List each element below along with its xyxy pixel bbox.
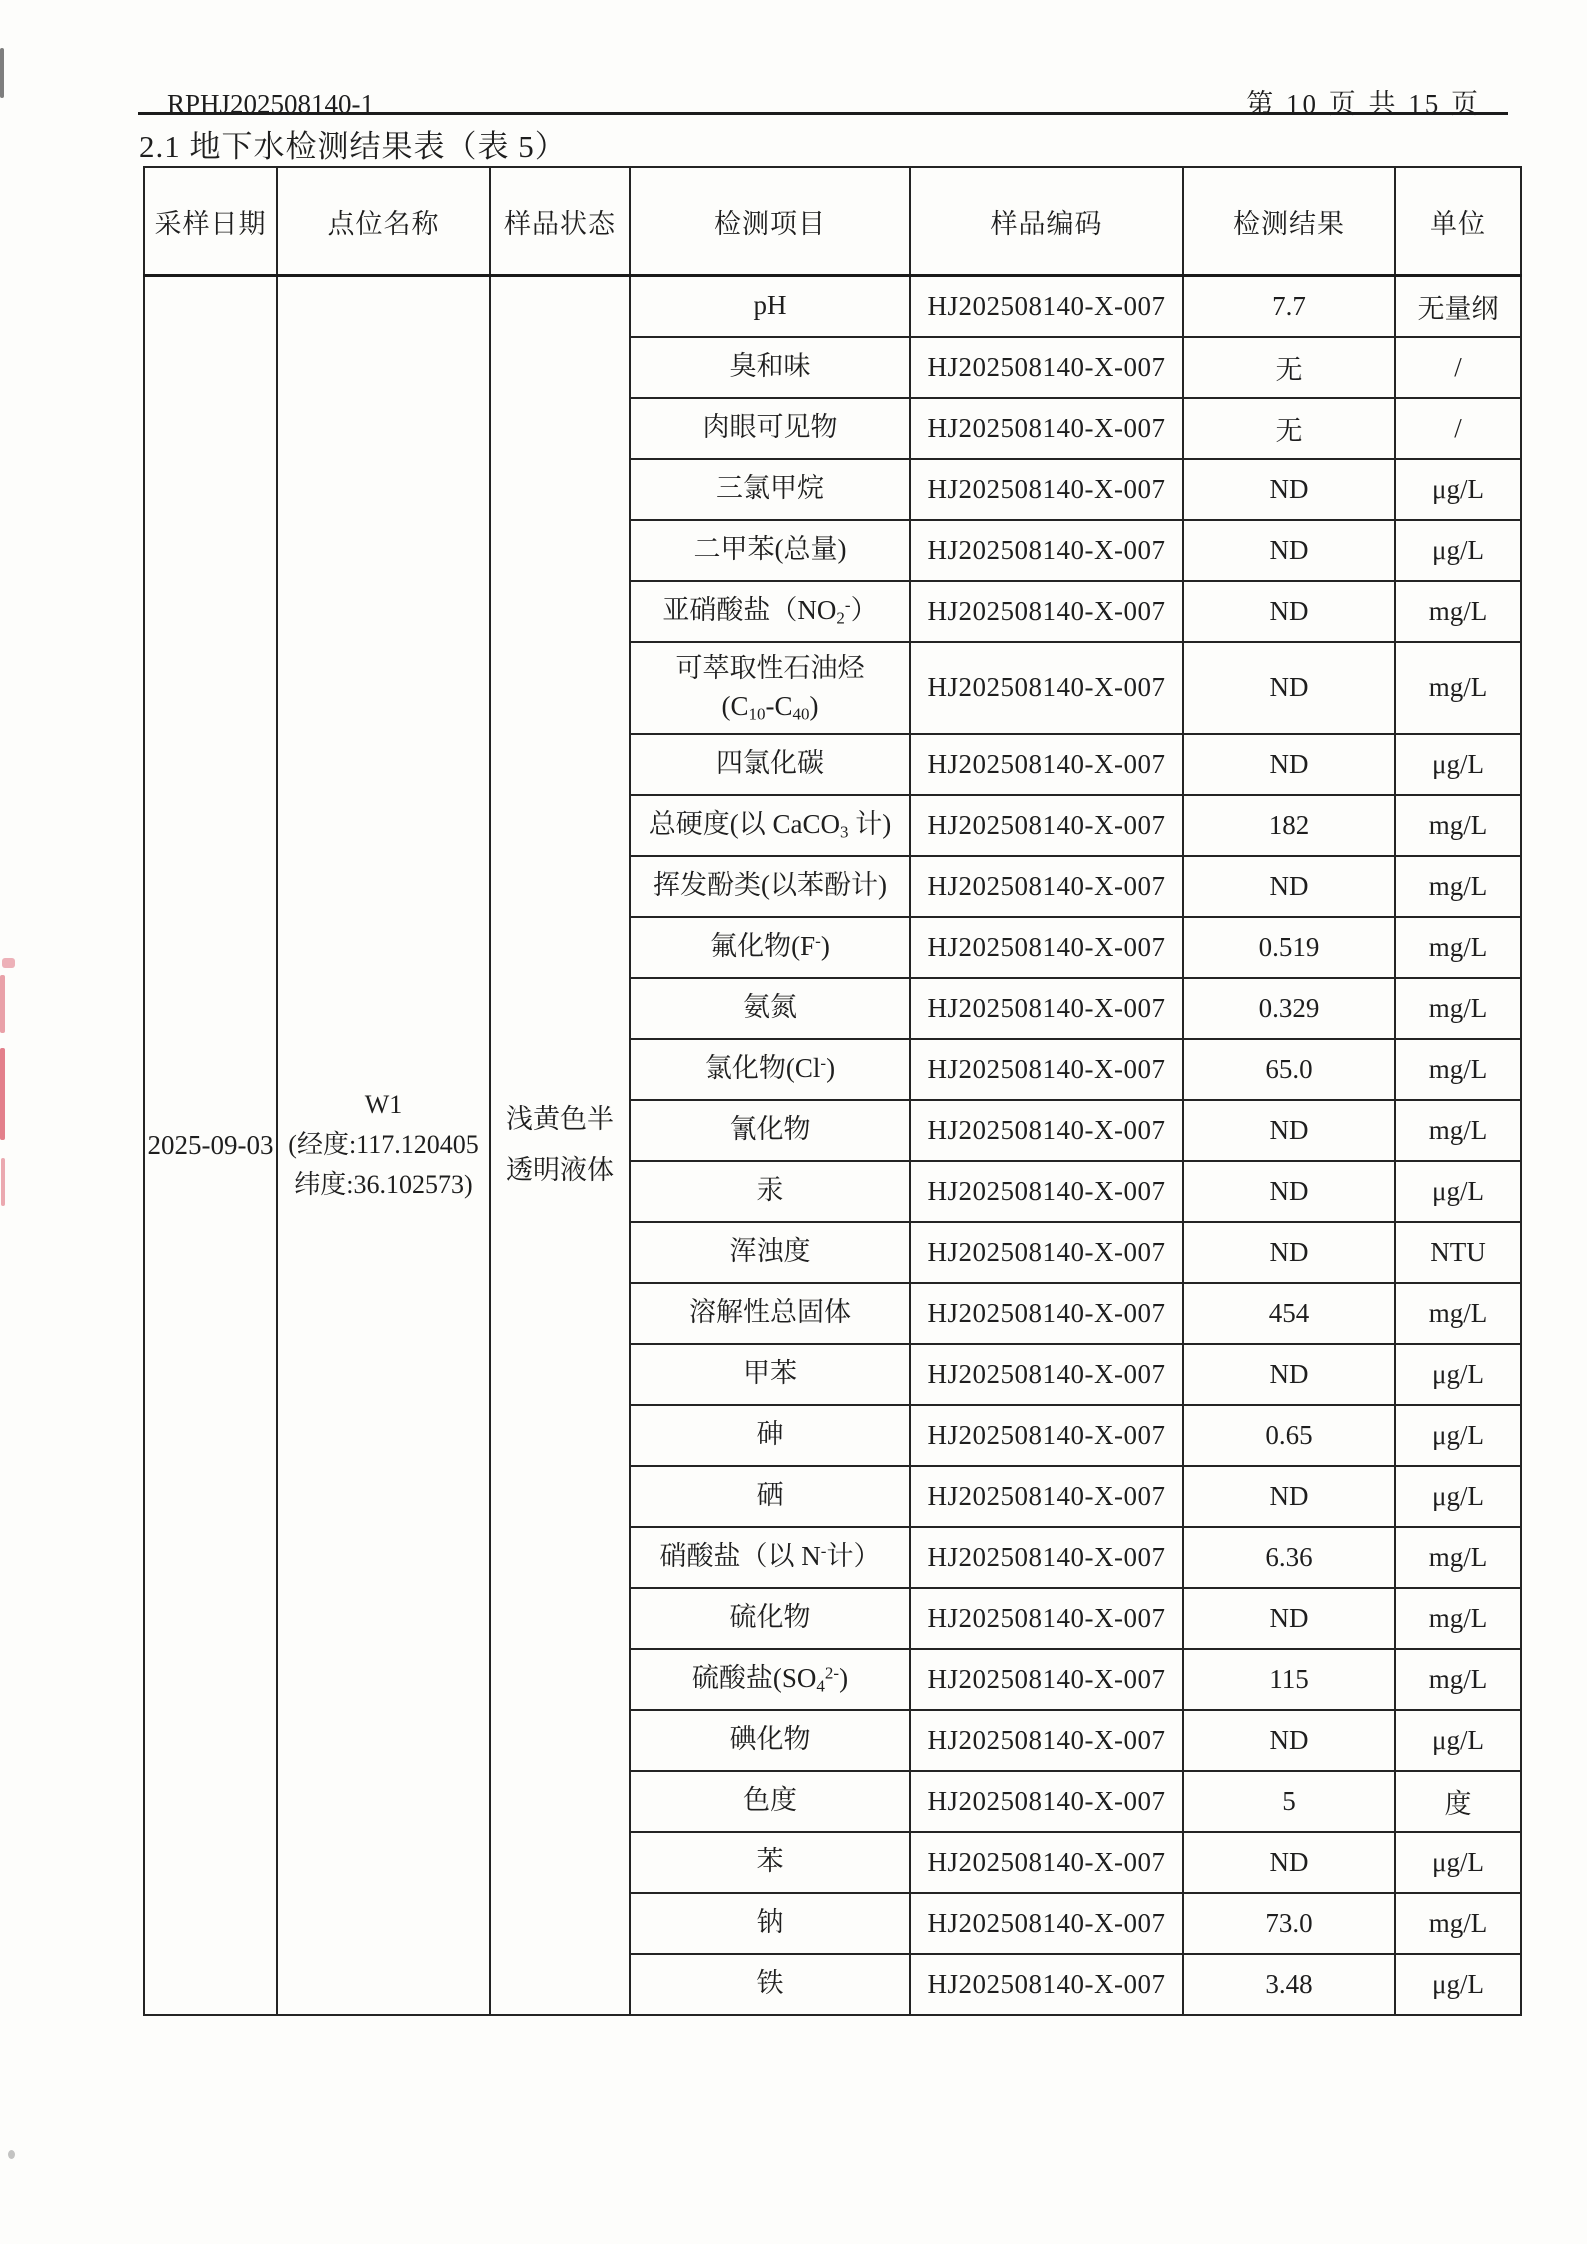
table-row [144,276,1521,337]
test-item-cell: 氟化物(F-) [630,917,910,978]
col-header-test-item: 检测项目 [630,167,910,276]
page-indicator: 第 10 页 共 15 页 [1246,89,1481,119]
unit-cell: 度 [1395,1771,1521,1832]
col-header-sample-status: 样品状态 [490,167,630,276]
test-item-cell: 三氯甲烷 [630,459,910,520]
result-cell: 无 [1183,337,1395,398]
col-header-sample-code: 样品编码 [910,167,1183,276]
test-item-cell: pH [630,276,910,337]
result-cell: ND [1183,1222,1395,1283]
test-item-cell: 碘化物 [630,1710,910,1771]
result-cell: 0.65 [1183,1405,1395,1466]
sample-code-cell: HJ202508140-X-007 [910,398,1183,459]
col-header-result: 检测结果 [1183,167,1395,276]
sample-code-cell: HJ202508140-X-007 [910,1893,1183,1954]
result-cell: ND [1183,1344,1395,1405]
unit-cell: mg/L [1395,581,1521,642]
sample-code-cell: HJ202508140-X-007 [910,1710,1183,1771]
unit-cell: μg/L [1395,1466,1521,1527]
result-cell: ND [1183,1466,1395,1527]
test-item-cell: 挥发酚类(以苯酚计) [630,856,910,917]
unit-cell: mg/L [1395,917,1521,978]
result-cell: 3.48 [1183,1954,1395,2015]
test-item-cell: 钠 [630,1893,910,1954]
result-cell: ND [1183,642,1395,734]
result-cell: 65.0 [1183,1039,1395,1100]
sample-code-cell: HJ202508140-X-007 [910,795,1183,856]
unit-cell: μg/L [1395,520,1521,581]
result-cell: 0.329 [1183,978,1395,1039]
sample-code-cell: HJ202508140-X-007 [910,1771,1183,1832]
test-item-cell: 臭和味 [630,337,910,398]
test-item-cell: 色度 [630,1771,910,1832]
sample-code-cell: HJ202508140-X-007 [910,459,1183,520]
test-item-cell: 二甲苯(总量) [630,520,910,581]
sample-code-cell: HJ202508140-X-007 [910,1222,1183,1283]
result-cell: 5 [1183,1771,1395,1832]
sample-code-cell: HJ202508140-X-007 [910,1344,1183,1405]
result-cell: ND [1183,1710,1395,1771]
test-item-cell: 汞 [630,1161,910,1222]
unit-cell: μg/L [1395,1344,1521,1405]
test-item-cell: 硫化物 [630,1588,910,1649]
table-header-row [144,167,1521,276]
groundwater-results-table [143,166,1522,2016]
header-rule [138,112,1508,115]
unit-cell: μg/L [1395,734,1521,795]
unit-cell: mg/L [1395,978,1521,1039]
unit-cell: μg/L [1395,1954,1521,2015]
unit-cell: μg/L [1395,1161,1521,1222]
test-item-cell: 硒 [630,1466,910,1527]
unit-cell: mg/L [1395,1893,1521,1954]
sample-code-cell: HJ202508140-X-007 [910,856,1183,917]
test-item-cell: 浑浊度 [630,1222,910,1283]
col-header-sampling-date: 采样日期 [144,167,277,276]
sample-status-line2: 透明液体 [506,1155,614,1186]
sample-code-cell: HJ202508140-X-007 [910,1100,1183,1161]
doc-number: RPHJ202508140-1 [167,89,375,119]
result-cell: ND [1183,856,1395,917]
scan-artifact-red-stroke [0,1048,5,1140]
result-cell: ND [1183,1588,1395,1649]
unit-cell: μg/L [1395,459,1521,520]
test-item-cell: 苯 [630,1832,910,1893]
col-header-unit: 单位 [1395,167,1521,276]
sample-code-cell: HJ202508140-X-007 [910,1039,1183,1100]
sample-code-cell: HJ202508140-X-007 [910,734,1183,795]
table-body [144,276,1521,2015]
sample-code-cell: HJ202508140-X-007 [910,1588,1183,1649]
unit-cell: mg/L [1395,1649,1521,1710]
unit-cell: mg/L [1395,1527,1521,1588]
sample-code-cell: HJ202508140-X-007 [910,1649,1183,1710]
test-item-cell: 甲苯 [630,1344,910,1405]
unit-cell: mg/L [1395,1100,1521,1161]
unit-cell: / [1395,337,1521,398]
scan-artifact-red-stroke-2 [1,1158,5,1206]
point-name-longitude: (经度:117.120405 [288,1130,479,1160]
sample-code-cell: HJ202508140-X-007 [910,917,1183,978]
col-header-point-name: 点位名称 [277,167,490,276]
sample-code-cell: HJ202508140-X-007 [910,276,1183,337]
point-name-cell [277,276,490,2015]
sample-code-cell: HJ202508140-X-007 [910,978,1183,1039]
unit-cell: mg/L [1395,1283,1521,1344]
point-name-id: W1 [364,1089,403,1119]
section-title: 2.1 地下水检测结果表（表 5） [139,129,567,164]
result-cell: 73.0 [1183,1893,1395,1954]
sample-status-line1: 浅黄色半 [506,1103,614,1134]
test-item-cell: 氰化物 [630,1100,910,1161]
result-cell: 0.519 [1183,917,1395,978]
sample-code-cell: HJ202508140-X-007 [910,1466,1183,1527]
unit-cell: 无量纲 [1395,276,1521,337]
unit-cell: μg/L [1395,1832,1521,1893]
scan-artifact-pink-stroke [0,975,5,1033]
test-item-cell: 砷 [630,1405,910,1466]
test-item-cell: 铁 [630,1954,910,2015]
sample-code-cell: HJ202508140-X-007 [910,1954,1183,2015]
test-item-cell: 氨氮 [630,978,910,1039]
sample-code-cell: HJ202508140-X-007 [910,642,1183,734]
unit-cell: mg/L [1395,856,1521,917]
result-cell: ND [1183,1161,1395,1222]
sample-status-cell [490,276,630,2015]
test-item-cell: 硫酸盐$(SO_4^{2-})$ [630,1649,910,1710]
result-cell: ND [1183,581,1395,642]
unit-cell: mg/L [1395,642,1521,734]
result-cell: ND [1183,1100,1395,1161]
result-cell: 182 [1183,795,1395,856]
result-cell: 454 [1183,1283,1395,1344]
result-cell: ND [1183,520,1395,581]
result-cell: 6.36 [1183,1527,1395,1588]
test-item-cell: 硝酸盐（以 N-计） [630,1527,910,1588]
unit-cell: mg/L [1395,1039,1521,1100]
scan-artifact-pink-smudge [2,958,15,968]
result-cell: ND [1183,459,1395,520]
test-item-cell: 四氯化碳 [630,734,910,795]
sample-code-cell: HJ202508140-X-007 [910,1405,1183,1466]
result-cell: 7.7 [1183,276,1395,337]
sample-code-cell: HJ202508140-X-007 [910,337,1183,398]
test-item-cell: 总硬度(以 CaCO$_3$ 计) [630,795,910,856]
sample-code-cell: HJ202508140-X-007 [910,520,1183,581]
test-item-cell: 可萃取性石油烃 $(C_{10}-C_{40})$ [630,642,910,734]
sample-code-cell: HJ202508140-X-007 [910,1527,1183,1588]
unit-cell: μg/L [1395,1405,1521,1466]
unit-cell: μg/L [1395,1710,1521,1771]
sample-code-cell: HJ202508140-X-007 [910,1832,1183,1893]
sample-code-cell: HJ202508140-X-007 [910,581,1183,642]
result-cell: ND [1183,734,1395,795]
point-name-latitude: 纬度:36.102573) [294,1170,473,1200]
test-item-cell: 溶解性总固体 [630,1283,910,1344]
result-cell: 115 [1183,1649,1395,1710]
result-cell: 无 [1183,398,1395,459]
result-cell: ND [1183,1832,1395,1893]
unit-cell: NTU [1395,1222,1521,1283]
sampling-date-cell: 2025-09-03 [144,276,277,2015]
unit-cell: / [1395,398,1521,459]
sample-code-cell: HJ202508140-X-007 [910,1283,1183,1344]
scan-artifact-dot [8,2150,15,2159]
unit-cell: mg/L [1395,795,1521,856]
test-item-cell: 氯化物(Cl-) [630,1039,910,1100]
scan-artifact-edge-mark [0,48,4,98]
sample-code-cell: HJ202508140-X-007 [910,1161,1183,1222]
test-item-cell: 亚硝酸盐$(NO_2^-)$ [630,581,910,642]
unit-cell: mg/L [1395,1588,1521,1649]
test-item-cell: 肉眼可见物 [630,398,910,459]
page-header [167,82,1481,121]
